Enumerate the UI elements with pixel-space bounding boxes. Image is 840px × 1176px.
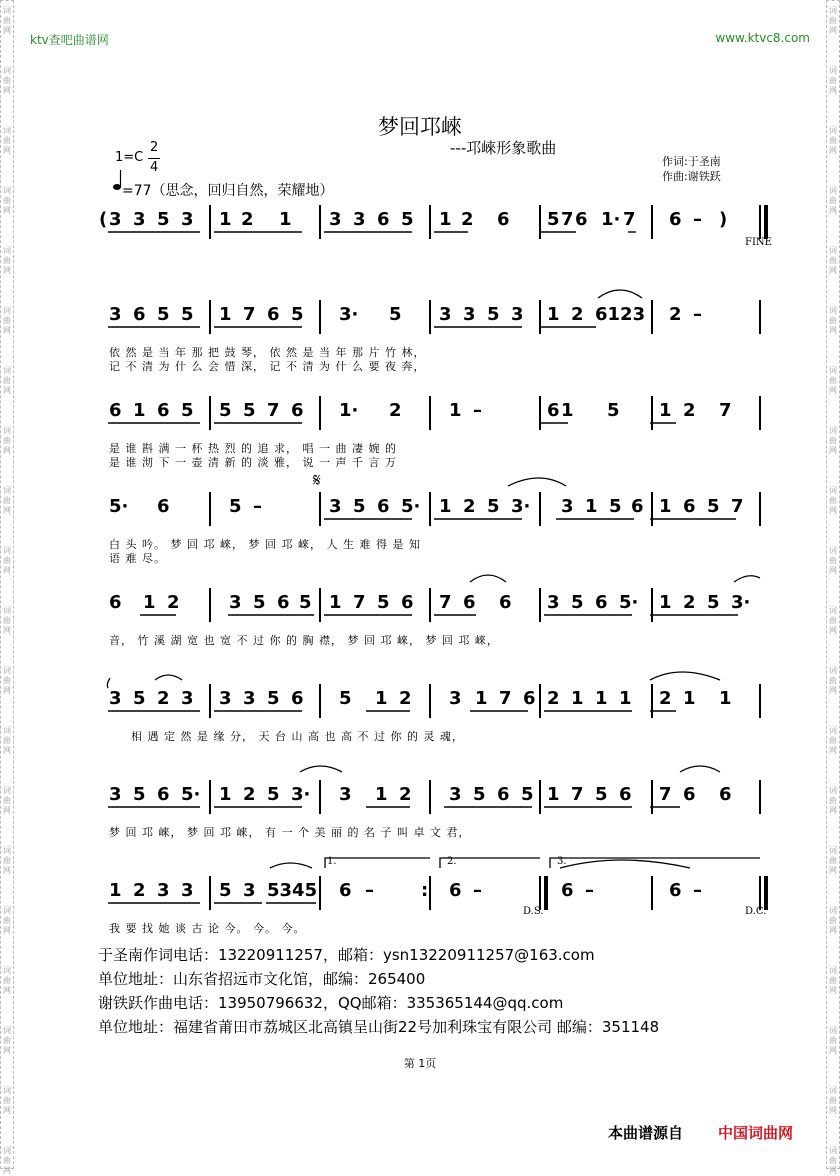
lyrics-row-5: 音， 竹 溪 湖 宽 也 宽 不 过 你 的 胸 襟， 梦 回 邛 崍， 梦 回 邛 崍， (109, 634, 499, 647)
page-number: 第 1页 (403, 1057, 437, 1070)
score-row-7: 3 5 6 5· 1 2 5 3· 3 1 2 3 5 6 5 1 7 5 6 7 6 6 梦 回 邛 崍， 梦 回 邛 崍， 有 一 个 美 丽 的 名 子 叫 卓 文 君， (95, 780, 775, 840)
side-watermark-text: 词 曲 网 (3, 1086, 11, 1115)
composer-address: 单位地址：福建省莆田市荔城区北高镇呈山街22号加利珠宝有限公司 邮编：351148 (98, 1018, 660, 1036)
lyrics-row-3b: 是 谁 沏 下 一 壶 清 新 的 淡 雅， 说 一 声 千 言 万 (109, 456, 397, 469)
side-watermark-text: 词 曲 网 (3, 6, 11, 35)
dc-mark: D.C. (745, 906, 767, 917)
credits (662, 154, 721, 184)
score-row-3: 6 1 6 5 5 5 7 6 1· 2 1 – 6 1 5 1 2 7 是 谁 斟 满 一 杯 热 烈 的 追 求， 唱 一 曲 凄 婉 的 是 谁 沏 下 一 壶 清 新 的 淡 雅， 说 一 声 千 言 万 (95, 396, 775, 456)
side-watermark-text: 词 曲 网 (829, 786, 837, 815)
lyrics-row-3a: 是 谁 斟 满 一 杯 热 烈 的 追 求， 唱 一 曲 凄 婉 的 (109, 442, 397, 455)
time-signature-bottom: 4 (150, 160, 159, 175)
score-row-5: 6 1 2 3 5 6 5 1 7 5 6 7 6 6 3 5 6 5· 1 2 5 3· 音， 竹 溪 湖 宽 也 宽 不 过 你 的 胸 襟， 梦 回 邛 崍， 梦 回 邛 崍， (95, 588, 775, 648)
time-signature-line (148, 158, 160, 159)
side-watermark-text: 词 曲 网 (3, 1026, 11, 1055)
side-watermark-text: 词 曲 网 (3, 726, 11, 755)
side-watermark-text: 词 曲 网 (829, 246, 837, 275)
lyricist-contact: 于圣南作词电话：13220911257，邮箱：ysn13220911257@163.com (98, 946, 595, 964)
side-watermark-text: 词 曲 网 (3, 606, 11, 635)
source-label: 本曲谱源自 (608, 1124, 684, 1142)
lyrics-row-8: 我 要 找 她 谈 古 论 今。 今。 今。 (109, 922, 306, 935)
side-watermark-text: 词 曲 网 (829, 66, 837, 95)
side-watermark-text: 词 曲 网 (3, 66, 11, 95)
source-site-link[interactable]: 中国词曲网 (718, 1124, 794, 1142)
side-watermark-text: 词 曲 网 (3, 906, 11, 935)
lyrics-row-6: 相 遇 定 然 是 缘 分， 天 台 山 高 也 高 不 过 你 的 灵 魂， (131, 730, 464, 743)
side-watermark-text: 词 曲 网 (829, 906, 837, 935)
side-watermark-text: 词 曲 网 (3, 966, 11, 995)
side-watermark-text: 词 曲 网 (829, 6, 837, 35)
tempo-marking: =77（思念，回归自然，荣耀地） (122, 183, 334, 199)
side-watermark-text: 词 曲 网 (829, 546, 837, 575)
lyrics-row-4a: 白 头 吟。 梦 回 邛 崍， 梦 回 邛 崍， 人 生 难 得 是 知 (109, 538, 421, 551)
lyrics-row-4b: 语 难 尽。 (109, 552, 166, 565)
volta-2: 2. (447, 856, 457, 867)
volta-3: 3. (557, 856, 567, 867)
side-watermark-text: 词 曲 网 (3, 486, 11, 515)
lyrics-row-7: 梦 回 邛 崍， 梦 回 邛 崍， 有 一 个 美 丽 的 名 子 叫 卓 文 君， (109, 826, 471, 839)
lyricist: 作词:于圣南 (662, 155, 721, 168)
score-row-4: 5· 6 5 – 3 5 6 5· 1 2 5 3· 3 1 5 6 1 6 5 7 白 头 吟。 梦 回 邛 崍， 梦 回 邛 崍， 人 生 难 得 是 知 语 难 尽。 𝄋 (95, 492, 775, 552)
side-watermark-text: 词 曲 网 (3, 666, 11, 695)
lyricist-address: 单位地址：山东省招远市文化馆，邮编：265400 (98, 970, 426, 988)
side-watermark-text: 词 曲 网 (3, 786, 11, 815)
side-watermark-text: 词 曲 网 (3, 1146, 11, 1175)
time-signature-top: 2 (150, 140, 159, 155)
left-site-name[interactable]: ktv查吧曲谱网 (30, 33, 109, 47)
segno-icon: 𝄋 (313, 470, 321, 491)
song-subtitle: ---邛崍形象歌曲 (450, 139, 557, 157)
side-watermark-text: 词 曲 网 (829, 1146, 837, 1175)
song-title: 梦回邛崍 (378, 115, 462, 139)
side-watermark-text: 词 曲 网 (829, 966, 837, 995)
side-watermark-text: 词 曲 网 (3, 366, 11, 395)
score-row-6: 3 5 2 3 3 3 5 6 5 1 2 3 1 7 6 2 1 1 1 2 1 1 相 遇 定 然 是 缘 分， 天 台 山 高 也 高 不 过 你 的 灵 魂， (95, 684, 775, 744)
side-watermark-text: 词 曲 网 (3, 246, 11, 275)
side-watermark-text: 词 曲 网 (3, 546, 11, 575)
side-watermark-text: 词 曲 网 (829, 306, 837, 335)
right-site-url[interactable]: www.ktvc8.com (715, 31, 810, 45)
side-watermark-text: 词 曲 网 (829, 666, 837, 695)
key-signature: 1=C (115, 150, 144, 165)
side-watermark-text: 词 曲 网 (3, 306, 11, 335)
score-row-2: 3 6 5 5 1 7 6 5 3· 5 3 3 5 3 1 2 6123 2 – 依 然 是 当 年 那 把 鼓 琴， 依 然 是 当 年 那 片 竹 林， 记 不 清 为 什 么 会 惜 深， 记 不 清 为 什 么 要 夜 奔， (95, 300, 775, 360)
side-watermark-text: 词 曲 网 (3, 846, 11, 875)
lyrics-row-2a: 依 然 是 当 年 那 把 鼓 琴， 依 然 是 当 年 那 片 竹 林， (109, 346, 426, 359)
ds-mark: D.S. (523, 906, 544, 917)
lyrics-row-2b: 记 不 清 为 什 么 会 惜 深， 记 不 清 为 什 么 要 夜 奔， (109, 360, 426, 373)
side-watermark-text: 词 曲 网 (829, 486, 837, 515)
side-watermark-text: 词 曲 网 (829, 1026, 837, 1055)
side-watermark-text: 词 曲 网 (829, 426, 837, 455)
side-watermark-text: 词 曲 网 (829, 606, 837, 635)
score-row-1 (95, 205, 775, 265)
side-watermark-text: 词 曲 网 (3, 186, 11, 215)
score-row-8: 1 2 3 3 5 3 5345 6 – : 6 – 6 – 6 – D.S. D.C. 我 要 找 她 谈 古 论 今。 今。 今。 1. 2. 3. (109, 856, 767, 935)
composer-contact: 谢铁跃作曲电话：13950796632，QQ邮箱：335365144@qq.com (98, 994, 564, 1012)
side-watermark-text: 词 曲 网 (829, 1086, 837, 1115)
side-watermark-text: 词 曲 网 (3, 126, 11, 155)
side-watermark-text: 词 曲 网 (829, 846, 837, 875)
side-watermark-text: 词 曲 网 (829, 186, 837, 215)
side-watermark-text: 词 曲 网 (3, 426, 11, 455)
fine-mark: FINE (745, 237, 772, 248)
volta-1: 1. (327, 856, 337, 867)
side-watermark-text: 词 曲 网 (829, 366, 837, 395)
side-watermark-text: 词 曲 网 (829, 126, 837, 155)
composer: 作曲:谢铁跃 (662, 170, 721, 183)
side-watermark-text: 词 曲 网 (829, 726, 837, 755)
notes-row-1: ( 3 3 5 3 1 2 1 3 3 6 5 1 2 6 5 7 6 1· 7 6 – ) (95, 205, 775, 233)
